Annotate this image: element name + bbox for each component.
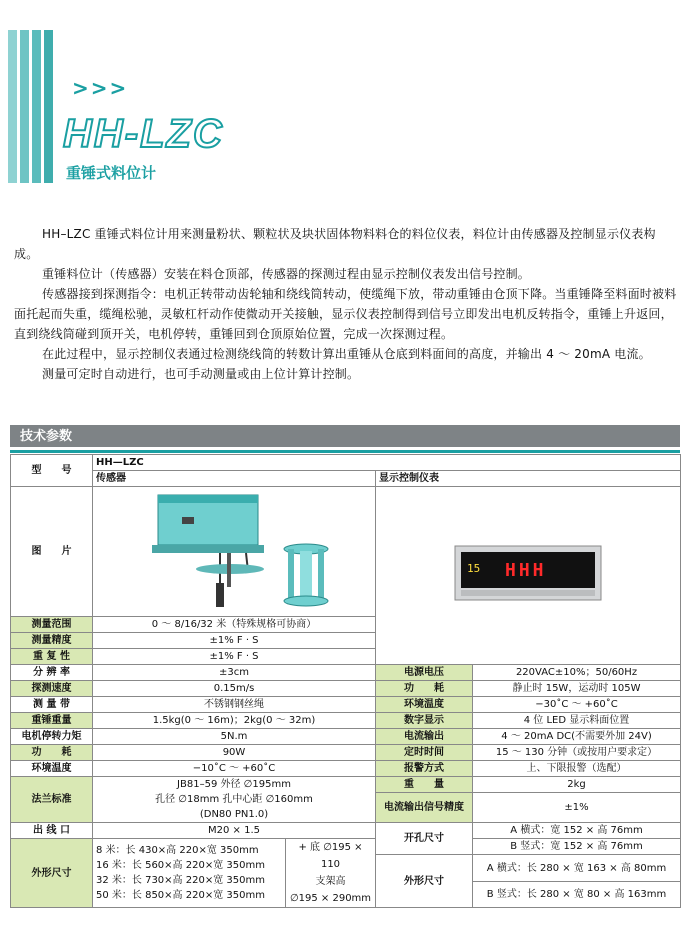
table-row [11,713,681,729]
table-row [11,455,681,471]
spec-label: 探测速度 [11,681,93,697]
spec-label: 重 复 性 [11,649,93,665]
header-stripes [8,30,53,183]
table-row [11,471,681,487]
spec-label: 测量范围 [11,617,93,633]
size-values [93,839,286,908]
spec-value: −30˚C ～ +60˚C [473,697,681,713]
spec-value: A 横式：宽 152 × 高 76mm [473,823,681,839]
display-image [376,487,681,665]
flange-line: (DN80 PN1.0) [199,809,269,820]
spec-value: −10˚C ～ +60˚C [93,761,376,777]
table-row [11,777,681,793]
spec-value: A 横式：长 280 × 宽 163 × 高 80mm [473,855,681,882]
base-line: + 底 ∅195 × 110 [298,842,363,870]
intro-paragraph: 重锤料位计（传感器）安装在料仓顶部，传感器的探测过程由显示控制仪表发出信号控制。 [42,267,531,281]
spec-label: 外形尺寸 [11,839,93,908]
spec-value: B 竖式：宽 152 × 高 76mm [473,839,681,855]
sensor-header: 传感器 [93,471,376,487]
image-label: 图 片 [11,487,93,617]
spec-value: B 竖式：长 280 × 宽 80 × 高 163mm [473,882,681,908]
spec-value: 15 ～ 130 分钟（或按用户要求定） [473,745,681,761]
table-row [11,745,681,761]
base-line: 支架高 [315,876,346,887]
intro-text [14,224,680,384]
display-header: 显示控制仪表 [376,471,681,487]
table-row [11,487,681,617]
table-row [11,681,681,697]
spec-value: 0 ～ 8/16/32 米（特殊规格可协商） [93,617,376,633]
size-line: 50 米：长 850×高 220×宽 350mm [96,890,265,901]
size-line: 32 米：长 730×高 220×宽 350mm [96,875,265,886]
spec-value: 静止时 15W，运动时 105W [473,681,681,697]
spec-label: 环境温度 [11,761,93,777]
display-left-digits: 15 [467,562,481,575]
spec-value: ±1% F · S [93,633,376,649]
spec-label: 电流输出 [376,729,473,745]
spec-value: 5N.m [93,729,376,745]
base-values [286,839,376,908]
table-row [11,697,681,713]
intro-paragraph: 测量可定时自动进行，也可手动测量或由上位计算计控制。 [42,367,360,381]
spec-label: 功 耗 [11,745,93,761]
spec-label: 报警方式 [376,761,473,777]
spec-value: 4 ～ 20mA DC(不需要外加 24V) [473,729,681,745]
spec-label: 功 耗 [376,681,473,697]
size-line: 16 米：长 560×高 220×宽 350mm [96,860,265,871]
spec-value: M20 × 1.5 [93,823,376,839]
spec-value: ±1% [473,793,681,823]
chevron-arrows-icon: >>> [72,76,129,100]
spec-value: ±3cm [93,665,376,681]
section-header [10,425,680,447]
spec-value: 不锈钢钢丝绳 [93,697,376,713]
spec-value: 0.15m/s [93,681,376,697]
base-line: ∅195 × 290mm [289,893,372,904]
intro-paragraph: HH–LZC 重锤式料位计用来测量粉状、颗粒状及块状固体物料料仓的料位仪表，料位计由传感器及控制显示仪表构成。 [14,227,656,261]
table-row [11,839,681,855]
model-value: HH—LZC [93,455,681,471]
intro-paragraph: 传感器接到探测指令：电机正转带动齿轮轴和绕线筒转动，使缆绳下放，带动重锤由仓顶下降。当重锤降至料面时被料面托起而失重，缆绳松驰，灵敏杠杆动作使微动开关接触，显示仪表控制得到信号立即发出电机反转指令，重锤上升返回，直到绕线筒碰到顶开关，电机停转，重锤回到仓顶原始位置，完成一次探测过程。 [14,287,677,341]
spec-value: 2kg [473,777,681,793]
model-label: 型 号 [11,455,93,487]
flange-value [93,777,376,823]
spec-label: 测 量 带 [11,697,93,713]
spec-label: 电流输出信号精度 [376,793,473,823]
sensor-image [93,487,376,617]
table-row [11,665,681,681]
spec-value: 220VAC±10%；50/60Hz [473,665,681,681]
spec-value: 4 位 LED 显示料面位置 [473,713,681,729]
flange-line: 孔径 ∅18mm 孔中心距 ∅160mm [155,794,313,805]
section-title: 技术参数 [20,429,73,444]
spec-label: 外形尺寸 [376,855,473,908]
display-right-digits: HHH [505,560,547,581]
spec-label: 分 辨 率 [11,665,93,681]
table-row [11,823,681,839]
product-model-title: HH-LZC [63,112,224,156]
spec-label: 定时时间 [376,745,473,761]
intro-paragraph: 在此过程中，显示控制仪表通过检测绕线筒的转数计算出重锤从仓底到料面间的高度，并输出 4 ～ 20mA 电流。 [42,347,651,361]
spec-label: 数字显示 [376,713,473,729]
spec-value: ±1% F · S [93,649,376,665]
table-row [11,761,681,777]
spec-label: 法兰标准 [11,777,93,823]
display-illustration [453,542,603,604]
spec-value: 上、下限报警（选配） [473,761,681,777]
spec-label: 电源电压 [376,665,473,681]
spec-label: 电机停转力矩 [11,729,93,745]
spec-table [10,454,681,908]
spec-label: 测量精度 [11,633,93,649]
spec-label: 重 量 [376,777,473,793]
spec-value: 90W [93,745,376,761]
flange-line: JB81–59 外径 ∅195mm [177,779,291,790]
size-line: 8 米：长 430×高 220×宽 350mm [96,845,259,856]
spec-label: 出 线 口 [11,823,93,839]
table-row [11,729,681,745]
spec-value: 1.5kg(0 ～ 16m)；2kg(0 ～ 32m) [93,713,376,729]
spec-label: 开孔尺寸 [376,823,473,855]
sensor-illustration [96,487,366,611]
spec-label: 重锤重量 [11,713,93,729]
table-top-rule [10,450,680,453]
spec-label: 环境温度 [376,697,473,713]
product-subtitle: 重锤式料位计 [66,164,157,182]
